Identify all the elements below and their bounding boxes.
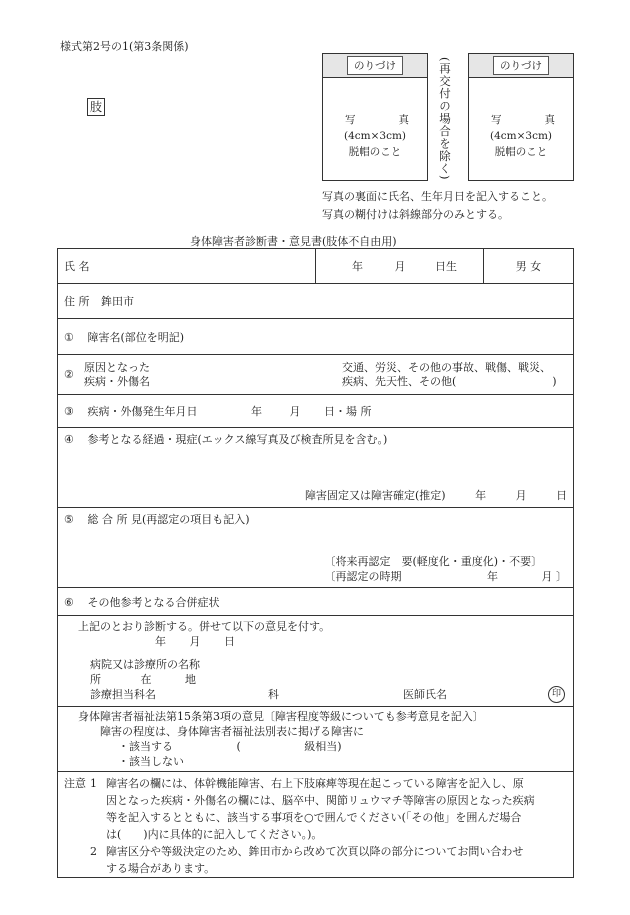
onset-month: 月: [289, 405, 301, 418]
birth-day: 日生: [435, 260, 457, 273]
photo-label-1: 写: [491, 114, 502, 126]
photo-size: (4cm×3cm): [489, 130, 553, 142]
opinion-title: 身体障害者福祉法第15条第3項の意見〔障害程度等級についても参考意見を記入〕: [78, 710, 484, 723]
hospital-addr-3: 地: [185, 673, 196, 686]
form-table: [57, 248, 574, 878]
summary-field[interactable]: [58, 508, 574, 588]
onset-place: 日・場 所: [324, 405, 372, 418]
paste-label: のりづけ: [347, 56, 403, 75]
department-label: 診療担当科名: [90, 688, 156, 701]
address-field[interactable]: [58, 284, 574, 319]
diagnosis-day: 日: [224, 635, 235, 648]
address-value: 鉾田市: [101, 295, 134, 308]
opinion-grade: 級相当): [304, 740, 342, 753]
gender-field[interactable]: [484, 249, 574, 284]
row-number: ③: [64, 405, 74, 418]
diagnosis-year: 年: [155, 635, 166, 648]
opinion-applicable[interactable]: [78, 739, 573, 754]
row-number: ④: [64, 433, 74, 446]
fixed-day: 日: [556, 489, 568, 502]
onset-date-field[interactable]: [58, 395, 574, 428]
note-2-line-2: する場合があります。: [106, 862, 216, 875]
complications-field[interactable]: [58, 588, 574, 616]
disability-name-field[interactable]: [58, 319, 574, 355]
diagnosis-block: [58, 616, 574, 707]
summary-label: 総 合 所 見(再認定の項目も記入): [87, 513, 250, 526]
doctor-name-label: 医師氏名: [403, 688, 447, 701]
history-label: 参考となる経過・現症(エックス線写真及び検査所見を含む。): [87, 433, 388, 446]
photo-box-left: [322, 53, 428, 181]
photo-label-2: 真: [398, 114, 409, 126]
note-1-line-1: 障害名の欄には、体幹機能障害、右上下肢麻痺等現在起こっている障害を記入し、原: [106, 777, 524, 790]
vertical-note: (再交付の場合を除く): [438, 57, 452, 181]
note-1-line-2: 因となった疾病・外傷名の欄には、脳卒中、関節リュウマチ等障害の原因となった疾病: [106, 794, 535, 807]
opinion-grade-open: (: [236, 740, 241, 753]
category-mark: 肢: [87, 98, 105, 116]
cause-options-1: 交通、労災、その他の事故、戦傷、戦災、: [342, 360, 551, 374]
onset-year: 年: [251, 405, 262, 418]
row-number: ⑥: [64, 595, 74, 609]
row-number: ⑤: [64, 513, 74, 526]
note-2-line-1: 障害区分や等級決定のため、鉾田市から改めて次頁以降の部分についてお問い合わせ: [106, 845, 524, 858]
form-number: 様式第2号の1(第3条関係): [60, 40, 189, 53]
photo-hat: 脱帽のこと: [348, 146, 402, 158]
opinion-yes: ・該当する: [118, 740, 173, 753]
complications-label: その他参考となる合併症状: [87, 595, 220, 609]
diagnosis-statement: 上記のとおり診断する。併せて以下の意見を付す。: [78, 620, 331, 633]
reassessment-need: 〔将来再認定 要(軽度化・重度化)・不要〕: [324, 555, 543, 568]
paste-label: のりづけ: [493, 56, 549, 75]
address-label: 住 所: [64, 295, 90, 308]
form-title: 身体障害者診断書・意見書(肢体不自由用): [190, 235, 397, 248]
opinion-statement: 障害の程度は、身体障害者福祉法別表に掲げる障害に: [100, 725, 364, 738]
photo-label-2: 真: [544, 114, 555, 126]
birth-date-field[interactable]: [316, 249, 484, 284]
opinion-block: [58, 707, 574, 772]
cause-label-1: 原因となった: [84, 360, 150, 374]
row-number: ②: [64, 368, 74, 381]
fixed-month: 月: [515, 489, 527, 502]
reassessment-time: 〔再認定の時期: [324, 570, 402, 583]
opinion-no[interactable]: ・該当しない: [118, 755, 184, 768]
hospital-name-label: 病院又は診療所の名称: [90, 658, 200, 671]
fixed-date-label: 障害固定又は障害確定(推定): [305, 489, 446, 502]
note-1-number: 1: [90, 777, 97, 790]
photo-note-2: 写真の糊付けは斜線部分のみとする。: [322, 208, 509, 221]
note-1-line-4: は( )内に具体的に記入してください。)。: [106, 828, 323, 841]
seal-mark: 印: [548, 686, 565, 703]
row-number: ①: [64, 330, 74, 344]
name-label: 氏 名: [64, 260, 90, 273]
cause-close: ): [552, 374, 557, 388]
hospital-addr-1: 所: [90, 673, 101, 686]
photo-hat: 脱帽のこと: [494, 146, 548, 158]
onset-label: 疾病・外傷発生年月日: [87, 405, 198, 418]
disability-name-label: 障害名(部位を明記): [87, 330, 185, 344]
cause-options-2: 疾病、先天性、その他(: [342, 374, 457, 388]
reassessment-year: 年: [487, 570, 498, 583]
photo-size: (4cm×3cm): [343, 130, 407, 142]
diagnosis-date[interactable]: [78, 634, 573, 649]
diagnosis-month: 月: [189, 635, 201, 648]
hospital-addr-2: 在: [140, 673, 152, 686]
cause-field[interactable]: [58, 355, 574, 395]
photo-label-1: 写: [345, 114, 356, 126]
notes-label: 注意: [64, 777, 86, 790]
note-1-line-3: 等を記入するとともに、該当する事項を○で囲んでください(「その他」を囲んだ場合: [106, 811, 522, 824]
fixed-year: 年: [475, 489, 487, 502]
history-field[interactable]: [58, 428, 574, 508]
gender-options: 男 女: [515, 260, 542, 273]
birth-year: 年: [352, 260, 363, 273]
note-2-number: 2: [90, 845, 97, 858]
department-suffix: 科: [268, 688, 279, 701]
birth-month: 月: [394, 260, 406, 273]
reassessment-month: 月 〕: [541, 570, 567, 583]
cause-label-2: 疾病・外傷名: [84, 374, 150, 388]
notes-block: [58, 772, 574, 878]
photo-note-1: 写真の裏面に氏名、生年月日を記入すること。: [322, 190, 553, 203]
photo-box-right: [468, 53, 574, 181]
